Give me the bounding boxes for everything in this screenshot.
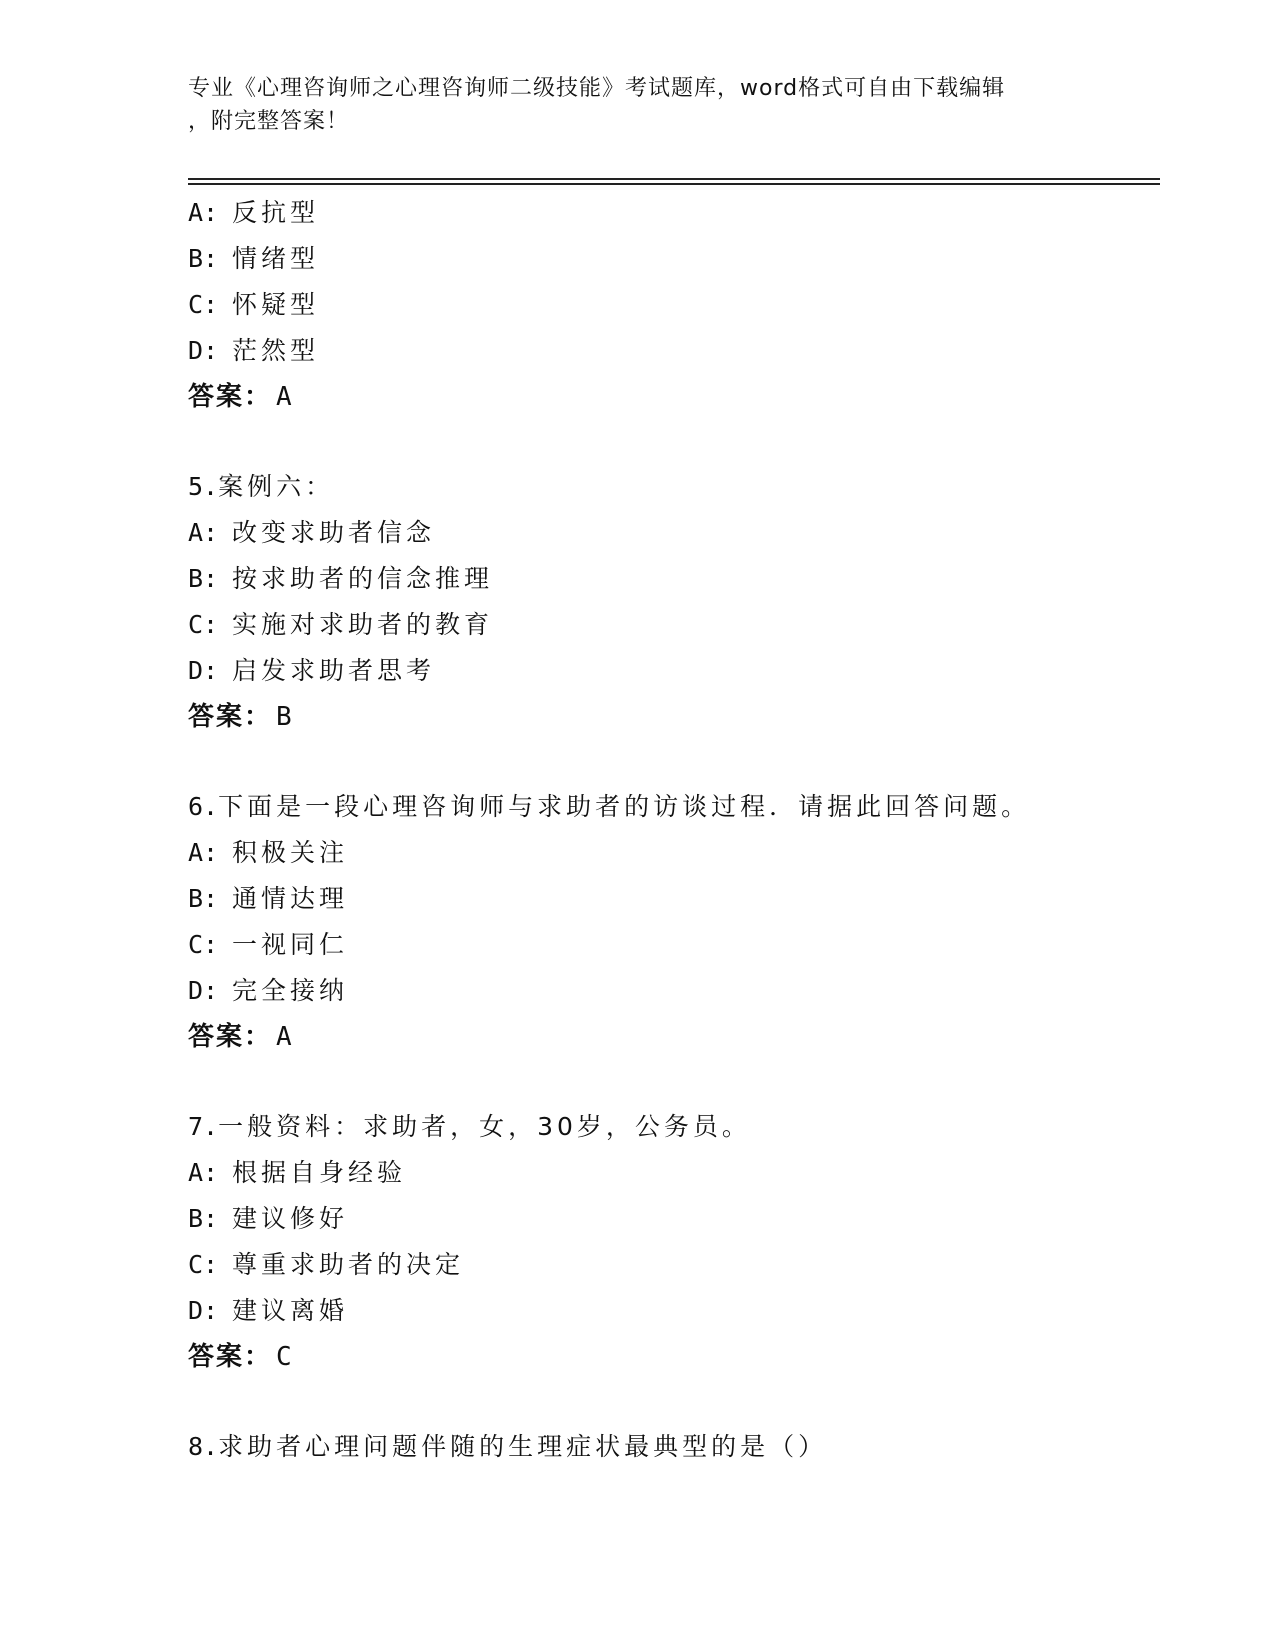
question-stem [188,784,1160,830]
answer-line [188,1014,1160,1060]
option-label: C: [188,290,219,319]
answer-label: 答案： [188,702,273,732]
question-text: 案例六： [218,472,335,501]
option-text: 情绪型 [232,244,320,273]
question-text: 下面是一段心理咨询师与求助者的访谈过程．请据此回答问题。 [218,792,1031,821]
option-a [188,510,1160,556]
header-divider-top [188,178,1160,180]
option-a [188,1150,1160,1196]
option-text: 按求助者的信念推理 [232,564,494,593]
option-label: B: [188,244,219,273]
option-text: 怀疑型 [232,290,320,319]
question-text: 求助者心理问题伴随的生理症状最典型的是（） [218,1432,828,1461]
document-header [188,72,1088,138]
option-c [188,282,1160,328]
option-text: 启发求助者思考 [232,656,436,685]
option-text: 建议修好 [232,1204,349,1233]
answer-value: A [276,382,294,412]
question-number: 6. [188,792,219,821]
option-label: A: [188,518,219,547]
option-text: 完全接纳 [232,976,349,1005]
answer-line [188,1334,1160,1380]
question-4 [188,190,1160,420]
question-stem [188,1104,1160,1150]
question-6 [188,784,1160,1060]
option-d [188,1288,1160,1334]
question-text: 一般资料：求助者，女，30岁，公务员。 [218,1112,751,1141]
option-label: D: [188,976,219,1005]
header-line-2: ，附完整答案！ [188,109,350,134]
option-b [188,556,1160,602]
option-label: D: [188,1296,219,1325]
option-label: A: [188,838,219,867]
answer-value: C [276,1342,294,1372]
answer-label: 答案： [188,1022,273,1052]
answer-label: 答案： [188,382,273,412]
question-7 [188,1104,1160,1380]
option-a [188,190,1160,236]
option-label: A: [188,1158,219,1187]
answer-value: B [276,702,294,732]
option-text: 改变求助者信念 [232,518,436,547]
option-text: 一视同仁 [232,930,349,959]
option-label: C: [188,610,219,639]
question-stem [188,464,1160,510]
option-text: 茫然型 [232,336,320,365]
option-text: 尊重求助者的决定 [232,1250,465,1279]
option-b [188,236,1160,282]
option-label: A: [188,198,219,227]
question-8 [188,1424,1160,1470]
option-label: B: [188,884,219,913]
option-label: C: [188,1250,219,1279]
option-a [188,830,1160,876]
question-number: 7. [188,1112,219,1141]
option-c [188,1242,1160,1288]
answer-label: 答案： [188,1342,273,1372]
option-c [188,922,1160,968]
option-label: C: [188,930,219,959]
option-label: D: [188,336,219,365]
question-number: 5. [188,472,219,501]
header-divider-bottom [188,183,1160,185]
option-b [188,876,1160,922]
option-c [188,602,1160,648]
answer-line [188,374,1160,420]
option-text: 通情达理 [232,884,349,913]
option-b [188,1196,1160,1242]
question-5 [188,464,1160,740]
header-line-1: 专业《心理咨询师之心理咨询师二级技能》考试题库，word格式可自由下载编辑 [188,76,1006,101]
option-text: 建议离婚 [232,1296,349,1325]
option-d [188,968,1160,1014]
option-d [188,648,1160,694]
option-d [188,328,1160,374]
question-number: 8. [188,1432,219,1461]
question-list [188,190,1160,1470]
answer-line [188,694,1160,740]
option-text: 根据自身经验 [232,1158,407,1187]
option-text: 积极关注 [232,838,349,867]
option-label: D: [188,656,219,685]
question-stem [188,1424,1160,1470]
option-text: 实施对求助者的教育 [232,610,494,639]
option-label: B: [188,564,219,593]
option-label: B: [188,1204,219,1233]
option-text: 反抗型 [232,198,320,227]
answer-value: A [276,1022,294,1052]
